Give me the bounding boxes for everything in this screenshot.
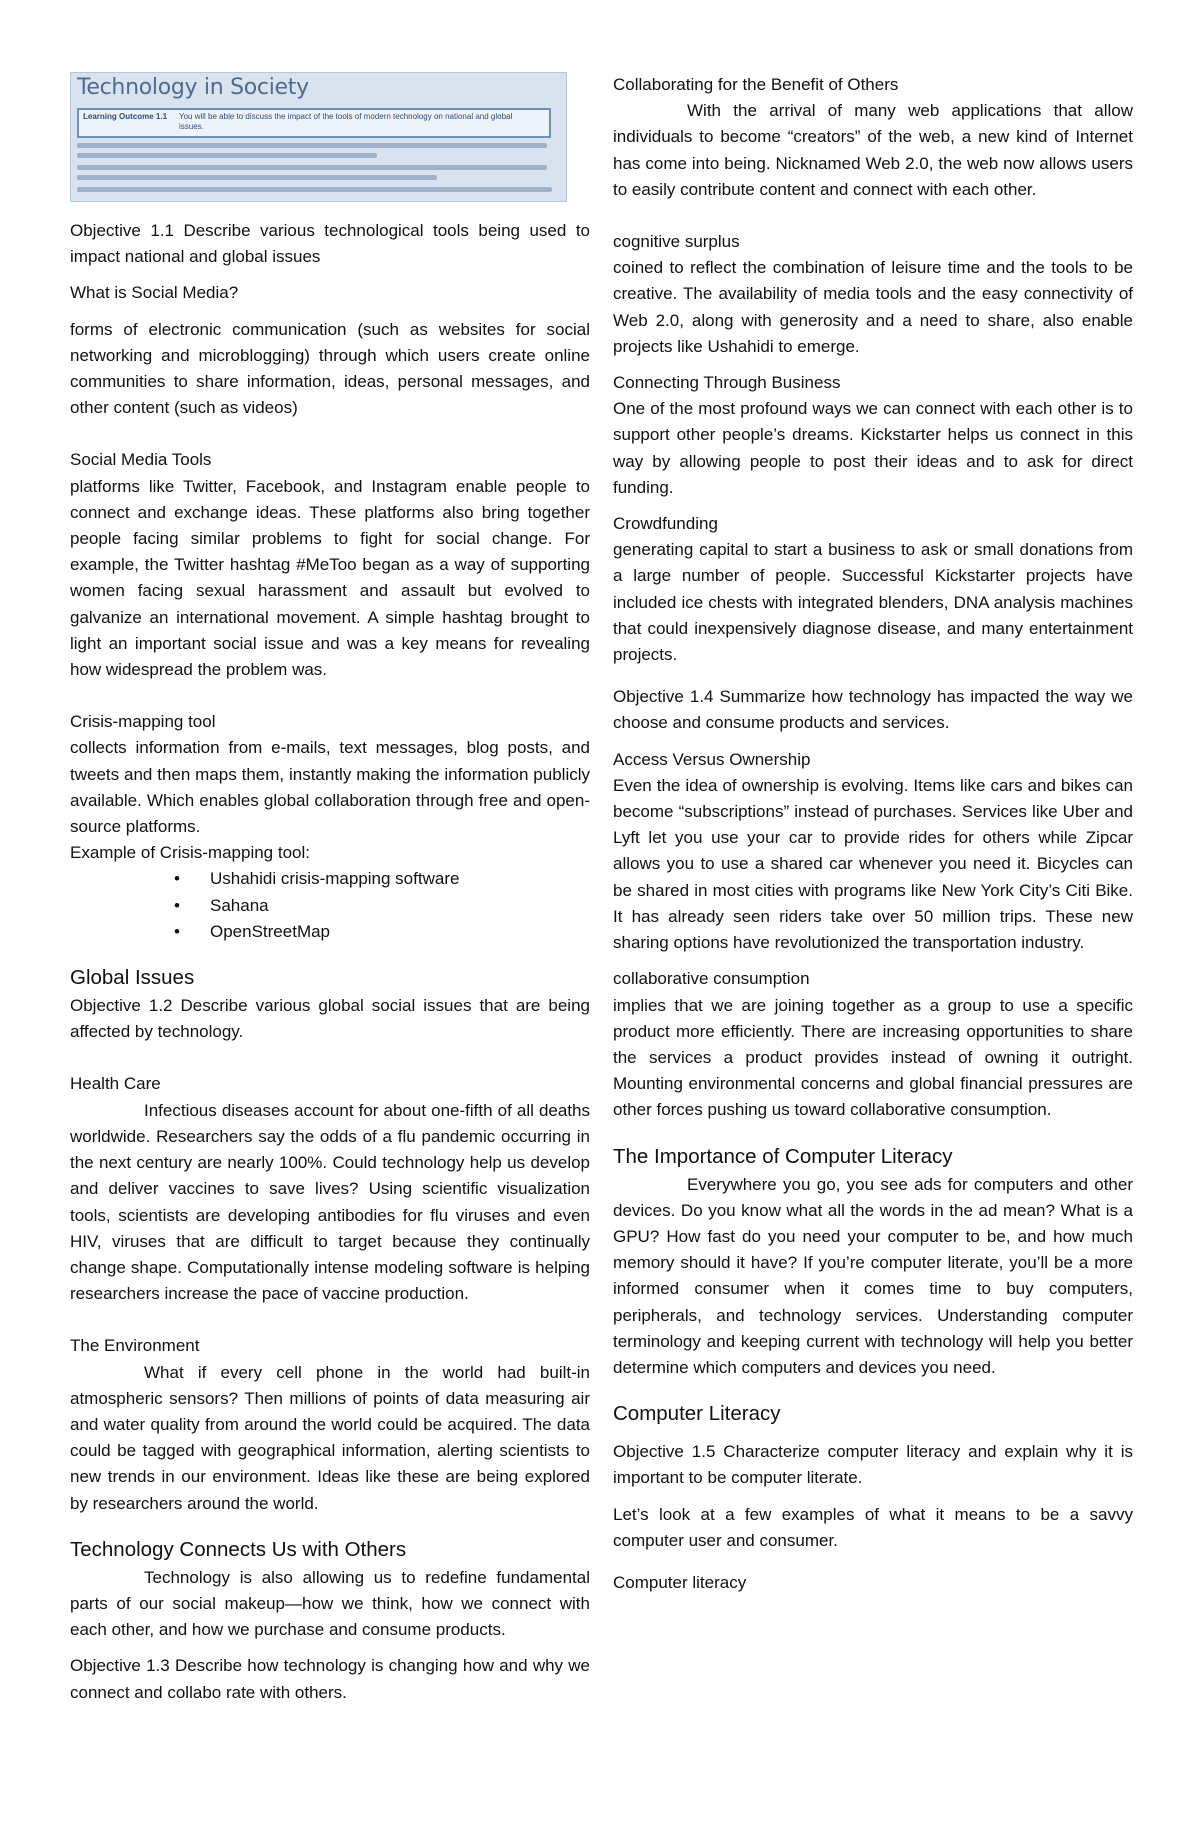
learning-outcome-text: You will be able to discuss the impact of the tools of modern technology on national and global issues.: [179, 112, 513, 131]
social-media-tools-text: platforms like Twitter, Facebook, and Instagram enable people to connect and exchange ideas. These platforms also bring together people facing similar problems to fight for social change. For example, the Twitter hashtag #MeToo began as a way of supporting women facing sexual harassment and assault but evolved to galvanize an international movement. A simple hashtag brought to light an important social issue and was a key means for revealing how widespread the problem was.: [70, 476, 590, 680]
learning-outcome-box: [77, 108, 551, 138]
crisis-mapping-list: [70, 866, 590, 945]
objective-1-4: Objective 1.4 Summarize how technology has impacted the way we choose and consume products and services.: [613, 687, 1133, 733]
social-media-definition: forms of electronic communication (such as websites for social networking and microblogging) through which users create online communities to share information, ideas, personal messages, and other content (such as videos): [70, 319, 590, 418]
cognitive-surplus-heading: cognitive surplus: [613, 232, 740, 252]
importance-text: Everywhere you go, you see ads for computers and other devices. Do you know what all the words in the ad mean? What is a GPU? How fast do you need your computer to be, and how much memory should it have? If you’re computer literate, you’ll be a more informed consumer when it comes time to buy computers, peripherals, and technology services. Understanding computer terminology and keeping current with technology will help you better determine which computers and devices you need.: [613, 1174, 1133, 1377]
importance-heading: The Importance of Computer Literacy: [613, 1144, 953, 1168]
list-item: • Sahana: [210, 893, 590, 919]
left-column: [70, 72, 590, 1706]
access-ownership-heading: Access Versus Ownership: [613, 749, 811, 769]
textbook-excerpt-image: [70, 72, 567, 202]
global-issues-heading: Global Issues: [70, 966, 195, 990]
blurred-text-line: [77, 143, 547, 148]
collaborative-consumption-heading: collaborative consumption: [613, 969, 810, 989]
list-item: • Ushahidi crisis-mapping software: [210, 866, 590, 892]
connecting-business-text: One of the most profound ways we can connect with each other is to support other people’s dreams. Kickstarter helps us connect in this way by allowing people to post their ideas and to ask for direct funding.: [613, 399, 1133, 497]
health-care-heading: Health Care: [70, 1074, 161, 1094]
health-care-text: Infectious diseases account for about one-fifth of all deaths worldwide. Researchers say the odds of a flu pandemic occurring in the next century are nearly 100%. Could technology help us develop and deliver vaccines to save lives? Using scientific visualization tools, scientists are developing antibodies for flu viruses and even HIV, viruses that are difficult to target because they continually change shape. Computationally intense modeling software is helping researchers increase the pace of vaccine production.: [70, 1100, 590, 1304]
objective-1-3: Objective 1.3 Describe how technology is changing how and why we connect and collabo rate with others.: [70, 1656, 590, 1702]
collaborative-consumption-text: implies that we are joining together as a group to use a specific product more efficiently. There are increasing opportunities to share the services a product provides instead of owning it outright. Mounting environmental concerns and global financial pressures are other forces pushing us toward collaborative consumption.: [613, 995, 1133, 1120]
blurred-text-line: [77, 165, 547, 170]
connecting-business-heading: Connecting Through Business: [613, 373, 841, 393]
social-media-question: What is Social Media?: [70, 283, 239, 303]
environment-heading: The Environment: [70, 1336, 200, 1356]
technology-connects-text: Technology is also allowing us to redefine fundamental parts of our social makeup—how we think, how we connect with each other, and how we purchase and consume products.: [70, 1567, 590, 1640]
computer-literacy-heading: Computer Literacy: [613, 1402, 781, 1426]
crisis-mapping-text: collects information from e-mails, text messages, blog posts, and tweets and then maps them, instantly making the information publicly available. Which enables global collaboration through free and open-source platforms.: [70, 738, 590, 837]
objective-1-1: Objective 1.1 Describe various technological tools being used to impact national and global issues: [70, 221, 590, 267]
collaborating-text: With the arrival of many web applications that allow individuals to become “creators” of the web, a new kind of Internet has come into being. Nicknamed Web 2.0, the web now allows users to easily contribute content and connect with each other.: [613, 101, 1133, 199]
objective-1-5: Objective 1.5 Characterize computer literacy and explain why it is important to be computer literate.: [613, 1442, 1133, 1488]
blurred-text-line: [77, 175, 437, 180]
banner-title: Technology in Society: [77, 75, 309, 100]
computer-literacy-term: Computer literacy: [613, 1572, 747, 1592]
environment-text: What if every cell phone in the world had built-in atmospheric sensors? Then millions of points of data measuring air and water quality from around the world could be acquired. The data could be tagged with geographical information, alerting scientists to new trends in our environment. Ideas like these are being explored by researchers around the world.: [70, 1362, 590, 1513]
access-ownership-text: Even the idea of ownership is evolving. Items like cars and bikes can become “subscriptions” instead of purchases. Services like Uber and Lyft let you use your car to provide rides for others while Zipcar allows you to use a shared car whenever you need it. Bicycles can be shared in most cities with programs like New York City’s Citi Bike. It has already seen riders take over 50 million trips. These new sharing options have revolutionized the transportation industry.: [613, 775, 1133, 953]
blurred-text-line: [77, 153, 377, 158]
blurred-text-line: [77, 187, 552, 192]
objective-1-2: Objective 1.2 Describe various global social issues that are being affected by technology.: [70, 996, 590, 1042]
right-column: [613, 72, 1133, 1596]
cognitive-surplus-text: coined to reflect the combination of leisure time and the tools to be creative. The availability of media tools and the easy connectivity of Web 2.0, along with generosity and a need to share, also enable projects like Ushahidi to emerge.: [613, 258, 1133, 356]
crowdfunding-heading: Crowdfunding: [613, 514, 718, 534]
crisis-mapping-heading: Crisis-mapping tool: [70, 712, 216, 732]
technology-connects-heading: Technology Connects Us with Others: [70, 1537, 407, 1561]
social-media-tools-heading: Social Media Tools: [70, 450, 212, 470]
collaborating-heading: Collaborating for the Benefit of Others: [613, 75, 899, 94]
savvy-user-text: Let’s look at a few examples of what it means to be a savvy computer user and consumer.: [613, 1504, 1133, 1550]
crisis-mapping-example-label: Example of Crisis-mapping tool:: [70, 843, 310, 863]
learning-outcome-label: Learning Outcome 1.1: [83, 112, 168, 121]
list-item: • OpenStreetMap: [210, 919, 590, 945]
crowdfunding-text: generating capital to start a business to ask or small donations from a large number of people. Successful Kickstarter projects have included ice chests with integrated blenders, DNA analysis machines that could inexpensively diagnose disease, and many entertainment projects.: [613, 540, 1133, 665]
